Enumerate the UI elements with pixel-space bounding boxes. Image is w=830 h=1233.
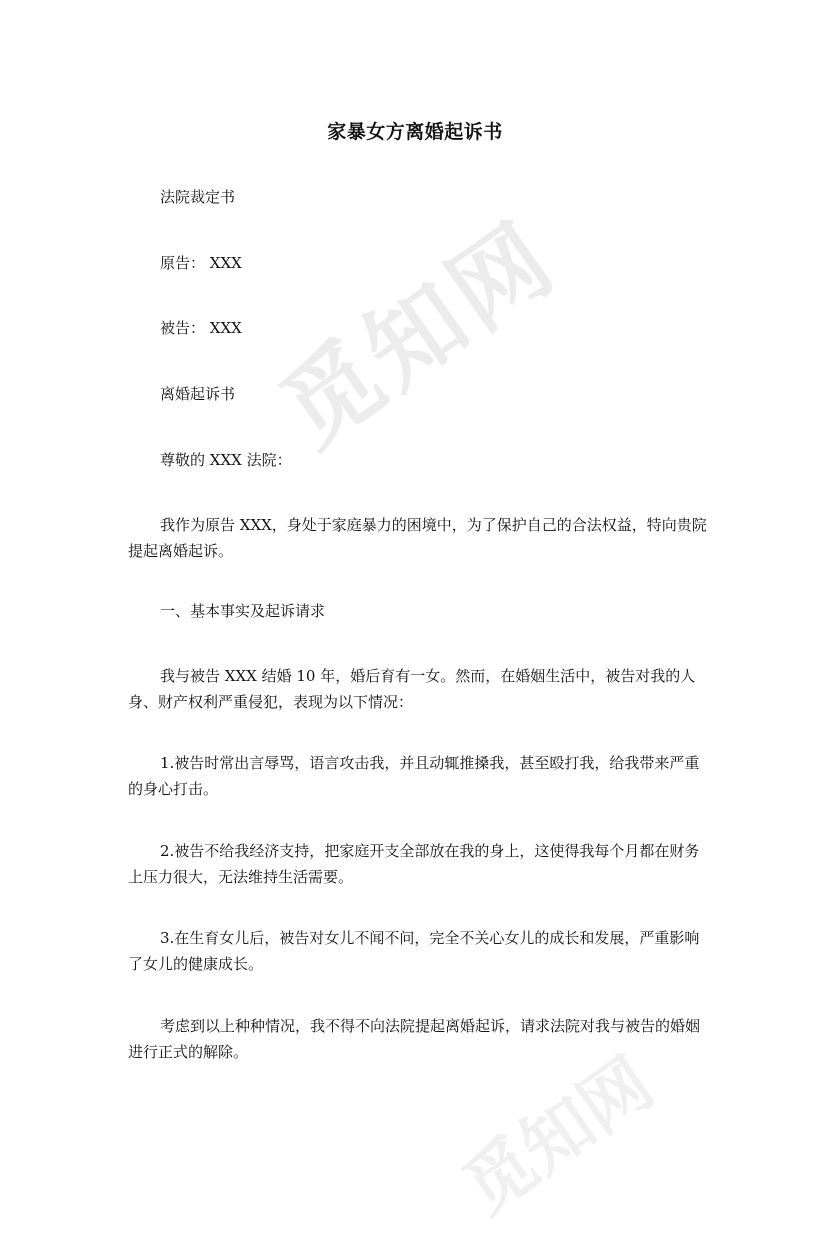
- salutation: 尊敬的 XXX 法院：: [160, 451, 292, 469]
- section-one-heading: 一、基本事实及起诉请求: [160, 602, 326, 620]
- list-item-3: 3.在生育女儿后，被告对女儿不闻不问，完全不关心女儿的成长和发展，严重影响了女儿的健康成长。: [128, 929, 700, 973]
- plaintiff-line: 原告： XXX: [160, 254, 242, 272]
- list-item-1: 1.被告时常出言辱骂，语言攻击我，并且动辄推搡我，甚至殴打我，给我带来严重的身心打击。: [128, 754, 700, 798]
- watermark-bottom: 觅知网: [448, 1041, 668, 1230]
- list-item-2: 2.被告不给我经济支持，把家庭开支全部放在我的身上，这使得我每个月都在财务上压力很大，无法维持生活需要。: [128, 842, 700, 886]
- conclusion-paragraph: 考虑到以上种种情况，我不得不向法院提起离婚起诉，请求法院对我与被告的婚姻进行正式的解除。: [128, 1017, 701, 1061]
- petition-heading: 离婚起诉书: [160, 385, 236, 403]
- intro-paragraph: 我作为原告 XXX，身处于家庭暴力的困境中，为了保护自己的合法权益，特向贵院提起离婚起诉。: [128, 516, 707, 560]
- court-ruling-heading: 法院裁定书: [160, 188, 236, 206]
- defendant-line: 被告： XXX: [160, 319, 242, 337]
- watermark: 觅知网: [261, 200, 577, 469]
- document-title: 家暴女方离婚起诉书: [327, 121, 503, 143]
- facts-paragraph: 我与被告 XXX 结婚 10 年，婚后育有一女。然而，在婚姻生活中，被告对我的人身、财产权利严重侵犯，表现为以下情况：: [128, 667, 696, 711]
